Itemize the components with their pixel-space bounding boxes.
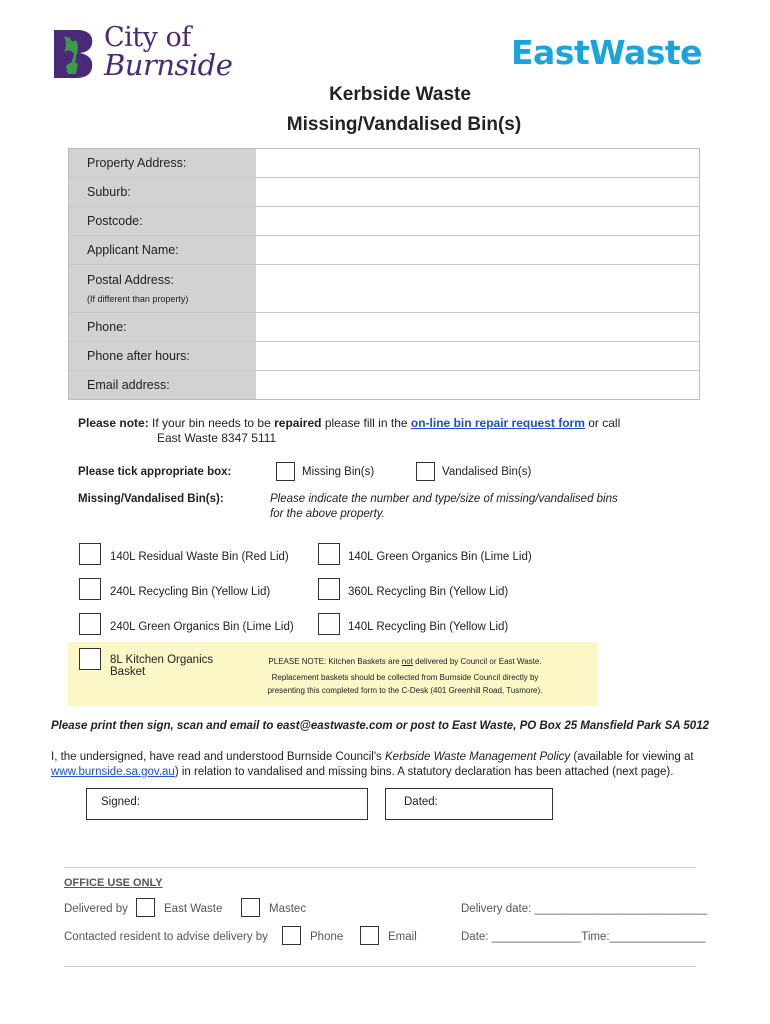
row-suburb — [69, 178, 699, 207]
contact-email-label: Email — [388, 931, 417, 943]
note-repaired: repaired — [274, 416, 322, 430]
signed-field[interactable] — [86, 788, 368, 820]
bin-label-240l-recycling: 240L Recycling Bin (Yellow Lid) — [110, 586, 271, 598]
kitchen-note-text: delivered by Council or East Waste. — [412, 657, 542, 666]
print-instruction: Please print then sign, scan and email to east@eastwaste.com or post to East Waste, PO Box 25 Mansfield Park SA 5012 — [51, 720, 709, 732]
kitchen-note-not: not — [401, 657, 413, 666]
contact-email-checkbox[interactable] — [360, 926, 379, 945]
note-phone-line: East Waste 8347 5111 — [157, 431, 277, 445]
city-of-burnside-logo — [50, 22, 233, 82]
kitchen-note-text: PLEASE NOTE: Kitchen Baskets are — [268, 657, 402, 666]
bin-checkbox-140l-recycling[interactable] — [318, 613, 340, 635]
contacted-resident-label: Contacted resident to advise delivery by — [64, 931, 268, 943]
contact-phone-checkbox[interactable] — [282, 926, 301, 945]
declaration-text: I, the undersigned, have read and understood Burnside Council's — [51, 751, 385, 763]
note-text: or call — [584, 416, 621, 430]
row-property-address — [69, 149, 699, 178]
kitchen-basket-note — [240, 655, 570, 697]
declaration-policy: Kerbside Waste Management Policy — [385, 751, 571, 763]
office-divider-top — [64, 867, 696, 868]
kitchen-label-line1: 8L Kitchen Organics — [110, 654, 214, 666]
note-text: please fill in the — [321, 416, 411, 430]
missing-bins-checkbox[interactable] — [276, 462, 295, 481]
label-property-address: Property Address: — [87, 156, 187, 170]
missing-vandalised-label: Missing/Vandalised Bin(s): — [78, 493, 224, 505]
email-address-field[interactable] — [257, 371, 699, 399]
postal-address-field[interactable] — [257, 265, 699, 312]
bin-checkbox-240l-recycling[interactable] — [79, 578, 101, 600]
phone-after-hours-field[interactable] — [257, 342, 699, 370]
label-postcode: Postcode: — [87, 214, 143, 228]
bin-repair-request-link[interactable]: on-line bin repair request form — [410, 416, 585, 430]
property-details-table — [68, 148, 700, 400]
bin-label-240l-green: 240L Green Organics Bin (Lime Lid) — [110, 621, 294, 633]
office-use-heading: OFFICE USE ONLY — [64, 877, 163, 889]
bin-label-140l-residual: 140L Residual Waste Bin (Red Lid) — [110, 551, 289, 563]
bin-label-140l-recycling: 140L Recycling Bin (Yellow Lid) — [348, 621, 509, 633]
form-title-line2: Missing/Vandalised Bin(s) — [286, 114, 522, 135]
label-suburb: Suburb: — [87, 185, 131, 199]
bin-checkbox-240l-green[interactable] — [79, 613, 101, 635]
missing-bins-label: Missing Bin(s) — [302, 466, 375, 478]
kitchen-label-line2: Basket — [110, 666, 146, 678]
phone-field[interactable] — [257, 313, 699, 341]
row-postal-address — [69, 265, 699, 313]
note-prefix: Please note: — [78, 416, 149, 430]
label-applicant-name: Applicant Name: — [87, 243, 179, 257]
bin-checkbox-360l-recycling[interactable] — [318, 578, 340, 600]
label-phone: Phone: — [87, 320, 127, 334]
delivery-date-field[interactable]: Delivery date: ___________________________ — [461, 903, 708, 915]
row-applicant-name — [69, 236, 699, 265]
form-title-line1: Kerbside Waste — [329, 84, 471, 105]
bin-label-360l-recycling: 360L Recycling Bin (Yellow Lid) — [348, 586, 509, 598]
declaration — [51, 750, 731, 780]
tick-label: Please tick appropriate box: — [78, 466, 232, 478]
east-waste-logo: EastWaste — [511, 33, 703, 72]
mastec-label: Mastec — [269, 903, 307, 915]
mastec-checkbox[interactable] — [241, 898, 260, 917]
declaration-text: ) in relation to vandalised and missing bins. A statutory declaration has been attached (next page). — [174, 766, 674, 778]
burnside-tree-icon — [50, 26, 98, 78]
postcode-field[interactable] — [257, 207, 699, 235]
bin-checkbox-kitchen-basket[interactable] — [79, 648, 101, 670]
dated-label: Dated: — [404, 796, 438, 808]
note-text: If your bin needs to be — [148, 416, 275, 430]
label-email-address: Email address: — [87, 378, 170, 392]
kitchen-note-line3: presenting this completed form to the C-Desk (401 Greenhill Road, Tusmore). — [267, 686, 543, 695]
signed-label: Signed: — [101, 796, 141, 808]
declaration-text: (available for viewing at — [570, 751, 694, 763]
vandalised-bins-checkbox[interactable] — [416, 462, 435, 481]
row-phone-after-hours — [69, 342, 699, 371]
label-postal-address: Postal Address: — [87, 273, 174, 287]
instruction-line1: Please indicate the number and type/size of missing/vandalised bins — [270, 493, 618, 505]
vandalised-bins-label: Vandalised Bin(s) — [442, 466, 532, 478]
dated-field[interactable] — [385, 788, 553, 820]
contact-phone-label: Phone — [310, 931, 344, 943]
instruction-line2: for the above property. — [270, 508, 385, 520]
kitchen-basket-label — [110, 654, 213, 678]
label-postal-address-note: (If different than property) — [87, 294, 189, 304]
property-address-field[interactable] — [257, 149, 699, 177]
delivered-by-label: Delivered by — [64, 903, 128, 915]
kitchen-note-line2: Replacement baskets should be collected from Burnside Council directly by — [271, 673, 539, 682]
east-waste-checkbox[interactable] — [136, 898, 155, 917]
logo-text-city-of: City of — [104, 22, 191, 53]
suburb-field[interactable] — [257, 178, 699, 206]
applicant-name-field[interactable] — [257, 236, 699, 264]
east-waste-label: East Waste — [164, 903, 223, 915]
bin-checkbox-140l-green[interactable] — [318, 543, 340, 565]
row-email-address — [69, 371, 699, 399]
repair-note — [78, 416, 718, 446]
office-divider-bottom — [64, 966, 696, 967]
row-phone — [69, 313, 699, 342]
burnside-website-link[interactable]: www.burnside.sa.gov.au — [51, 766, 175, 778]
bins-instruction — [270, 492, 618, 522]
row-postcode — [69, 207, 699, 236]
logo-text-burnside: Burnside — [104, 48, 233, 82]
bin-label-140l-green: 140L Green Organics Bin (Lime Lid) — [348, 551, 532, 563]
contact-date-time-field[interactable]: Date: ______________Time:_______________ — [461, 931, 706, 943]
bin-checkbox-140l-residual[interactable] — [79, 543, 101, 565]
label-phone-after-hours: Phone after hours: — [87, 349, 190, 363]
